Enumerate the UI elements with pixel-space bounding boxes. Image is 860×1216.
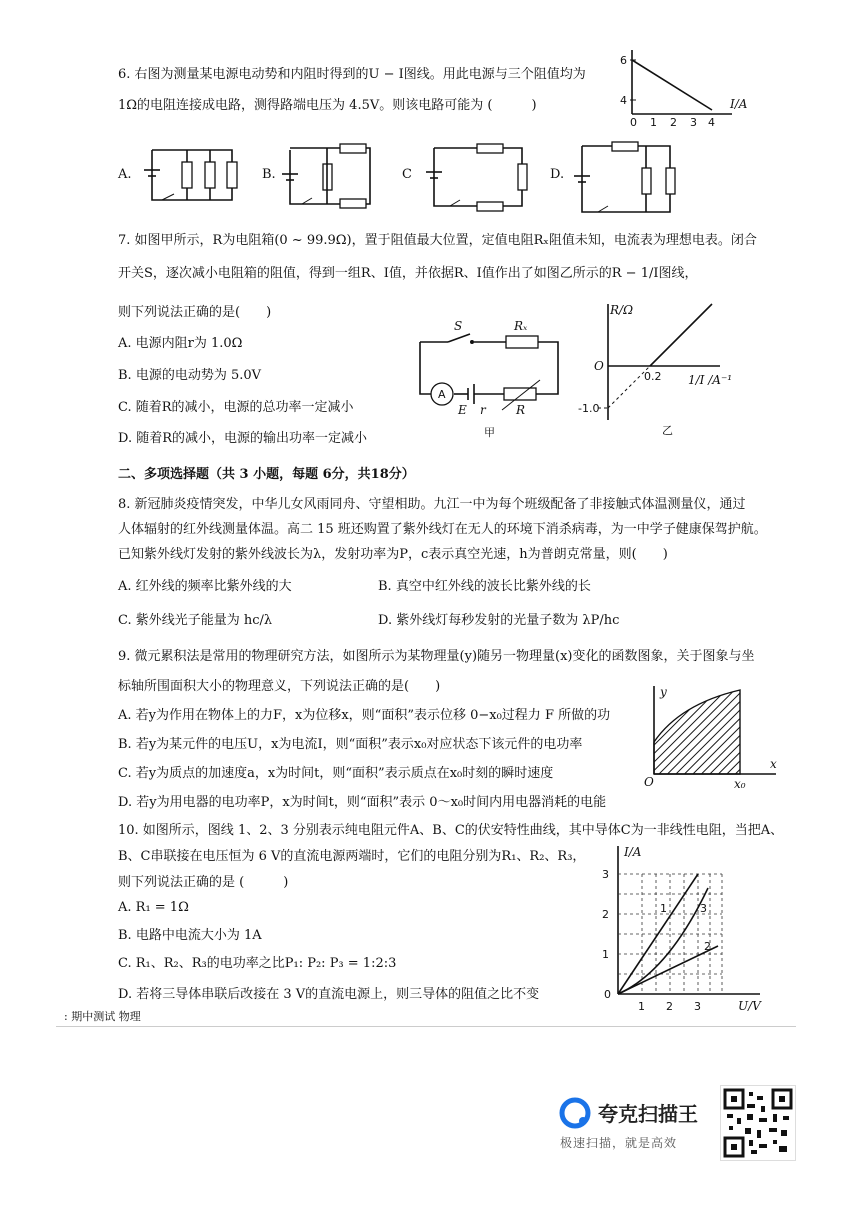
q10-y-tick-2: 2 [602,908,609,921]
q7-label-e: E [458,403,467,417]
quark-logo-icon [558,1096,592,1130]
q7-stem-line3: 则下列说法正确的是( ) [118,305,272,320]
q8-option-a: A. 红外线的频率比紫外线的大 [118,579,292,594]
q9-area-graph [640,682,780,794]
q7-option-c: C. 随着R的减小，电源的总功率一定减小 [118,400,354,415]
q8-option-c: C. 紫外线光子能量为 hc/λ [118,613,273,628]
q10-y-tick-3: 3 [602,868,609,881]
q7-graph-yi [578,300,733,440]
q6-option-d-label: D. [550,167,565,182]
qr-code [720,1085,796,1161]
q9-stem-line2: 标轴所围面积大小的物理意义，下列说法正确的是( ) [118,679,441,694]
qr-code-icon [725,1090,791,1156]
q10-iu-graph [598,842,768,1018]
q9-stem-line1: 9. 微元累积法是常用的物理研究方法，如图所示为某物理量(y)随另一物理量(x)变化的函数图象，关于图象与坐 [118,649,755,664]
q9-graph-x: x [770,757,777,771]
q7-circuit-jia [418,318,568,439]
q7-graph-origin: O [594,359,604,373]
brand-name: 夸克扫描王 [598,1102,698,1126]
q7-stem-line1: 7. 如图甲所示，R为电阻箱(0 ~ 99.9Ω)，置于阻值最大位置，定值电阻Rₓ阻值未知，电流表为理想电表。闭合 [118,233,757,248]
q6-y-tick-6: 6 [620,54,627,67]
q6-x-tick-4: 4 [708,116,715,129]
q6-circuit-b [280,140,385,210]
brand-slogan: 极速扫描，就是高效 [560,1136,678,1150]
q7-graph-x-axis: 1/I /A⁻¹ [688,373,733,387]
q7-label-r: r [480,403,486,417]
q9-graph-y: y [660,685,667,699]
q7-label-s: S [454,319,463,333]
q7-label-r-box: R [516,403,526,417]
q7-graph-y-axis: R/Ω [610,303,634,317]
q7-ammeter-label: A [438,388,446,401]
q7-graph-x-tick: 0.2 [644,370,662,383]
q6-option-a-label: A. [118,167,132,182]
q7-graph-y-tick: -1.0 [578,402,600,415]
q6-x-tick-3: 3 [690,116,697,129]
q6-stem-line2: 1Ω的电阻连接成电路，测得路端电压为 4.5V。则该电路可能为 ( ) [118,98,537,113]
q7-caption-yi: 乙 [662,424,673,437]
q6-circuit-a [132,140,247,210]
page-footer: : 期中测试 物理 [64,1010,141,1023]
q8-stem-line3: 已知紫外线灯发射的紫外线波长为λ，发射功率为P，c表示真空光速，h为普朗克常量，则( ) [118,547,668,562]
q10-curve-2-label: 2 [704,940,711,953]
q10-y-tick-1: 1 [602,948,609,961]
section-2-heading: 二、多项选择题（共 3 小题，每题 6分，共18分） [118,467,415,482]
q10-stem-line1: 10. 如图所示，图线 1、2、3 分别表示纯电阻元件A、B、C的伏安特性曲线，其中导体C为一非线性电阻，当把A、 [118,823,784,838]
q6-x-tick-2: 2 [670,116,677,129]
q8-stem-line2: 人体辐射的红外线测量体温。高二 15 班还购置了紫外线灯在无人的环境下消杀病毒，为一中学子健康保驾护航。 [118,522,767,537]
q10-option-c: C. R₁、R₂、R₃的电功率之比P₁: P₂: P₃ = 1:2:3 [118,956,397,971]
q9-option-c: C. 若y为质点的加速度a，x为时间t，则“面积”表示质点在x₀时刻的瞬时速度 [118,766,554,781]
q7-option-b: B. 电源的电动势为 5.0V [118,368,262,383]
q6-option-c-label: C [402,167,412,182]
q10-option-d: D. 若将三导体串联后改接在 3 V的直流电源上，则三导体的阻值之比不变 [118,987,540,1002]
q6-circuit-c [422,140,532,210]
q10-stem-line3: 则下列说法正确的是 ( ) [118,875,289,890]
q6-x-axis-label: I/A [730,97,748,111]
q9-graph-x0: x₀ [734,777,746,791]
q10-curve-3-label: 3 [700,902,707,915]
q6-option-b-label: B. [262,167,276,182]
q7-label-rx: Rₓ [514,319,528,333]
footer-divider [56,1026,796,1027]
q6-x-tick-0: 0 [630,116,637,129]
q6-stem-line1: 6. 右图为测量某电源电动势和内阻时得到的U − I图线。用此电源与三个阻值均为 [118,67,586,82]
q7-stem-line2: 开关S，逐次减小电阻箱的阻值，得到一组R、I值，并依据R、I值作出了如图乙所示的R − 1/I图线， [118,266,698,281]
q9-option-b: B. 若y为某元件的电压U，x为电流I，则“面积”表示x₀对应状态下该元件的电功率 [118,737,583,752]
q8-option-b: B. 真空中红外线的波长比紫外线的长 [378,579,591,594]
q10-graph-y-axis: I/A [624,845,642,859]
q10-stem-line2: B、C串联接在电压恒为 6 V的直流电源两端时，它们的电阻分别为R₁、R₂、R₃， [118,849,586,864]
q10-option-a: A. R₁ = 1Ω [118,900,189,915]
q10-graph-x-axis: U/V [738,999,761,1013]
q8-option-d: D. 紫外线灯每秒发射的光量子数为 λP/hc [378,613,620,628]
q6-circuit-d [570,138,685,218]
q7-caption-jia: 甲 [484,426,495,439]
q8-stem-line1: 8. 新冠肺炎疫情突发，中华儿女风雨同舟、守望相助。九江一中为每个班级配备了非接触式体温测量仪，通过 [118,497,746,512]
q6-x-tick-1: 1 [650,116,657,129]
q9-option-a: A. 若y为作用在物体上的力F，x为位移x，则“面积”表示位移 0−x₀过程力 F 所做的功 [118,708,611,723]
q10-x-tick-1: 1 [638,1000,645,1013]
q7-option-d: D. 随着R的减小，电源的输出功率一定减小 [118,431,368,446]
q7-option-a: A. 电源内阻r为 1.0Ω [118,336,243,351]
q10-option-b: B. 电路中电流大小为 1A [118,928,262,943]
q10-curve-1-label: 1 [660,902,667,915]
q10-x-tick-2: 2 [666,1000,673,1013]
q6-y-tick-4: 4 [620,94,627,107]
scanner-brand [558,1092,718,1152]
q10-y-tick-0: 0 [604,988,611,1001]
q9-option-d: D. 若y为用电器的电功率P，x为时间t，则“面积”表示 0～x₀时间内用电器消耗的电能 [118,795,607,810]
q9-graph-origin: O [644,775,654,789]
page-footer-text: 期中测试 物理 [71,1010,141,1023]
q6-ui-graph [612,48,752,128]
q10-x-tick-3: 3 [694,1000,701,1013]
